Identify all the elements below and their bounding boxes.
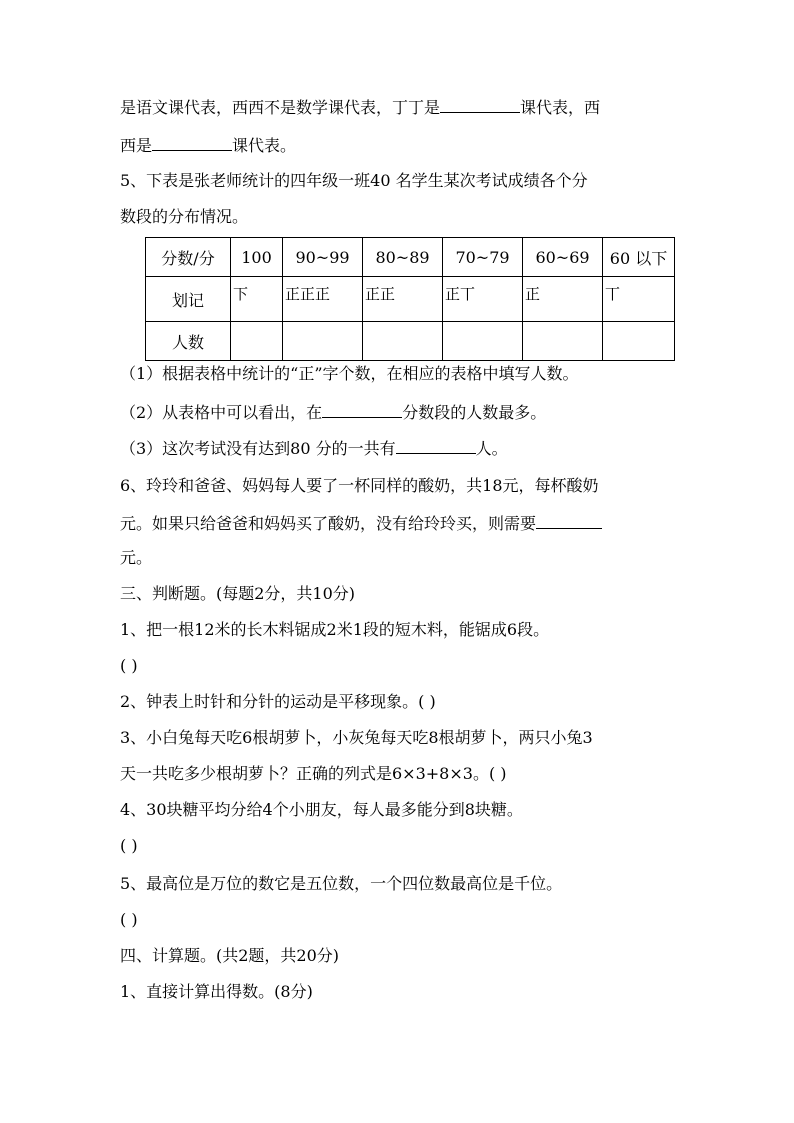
count-cell[interactable] bbox=[283, 322, 363, 361]
count-row bbox=[146, 322, 675, 361]
text-s2a: （2）从表格中可以看出，在 bbox=[120, 403, 323, 422]
answer-blank-3[interactable] bbox=[322, 401, 402, 418]
answer-blank-4[interactable] bbox=[396, 437, 476, 454]
question-5-line-1: 5、下表是张老师统计的四年级一班40 名学生某次考试成绩各个分 bbox=[120, 171, 588, 190]
tally-cell: 正 bbox=[523, 277, 603, 322]
tally-cell: 丅 bbox=[603, 277, 675, 322]
text-s3a: （3）这次考试没有达到80 分的一共有 bbox=[120, 439, 396, 458]
question-6-line-2 bbox=[120, 512, 602, 534]
section-3-heading: 三、判断题。(每题2分，共10分) bbox=[120, 584, 356, 603]
text-s2b: 分数段的人数最多。 bbox=[402, 403, 547, 422]
tally-row bbox=[146, 277, 675, 322]
header-cell: 100 bbox=[231, 238, 283, 277]
judge-1: 1、把一根12米的长木料锯成2米1段的短木料，能锯成6段。 bbox=[120, 620, 550, 639]
answer-blank-5[interactable] bbox=[536, 512, 602, 529]
text-2b: 课代表。 bbox=[232, 136, 297, 155]
tally-cell: 正正 bbox=[363, 277, 443, 322]
text-2a: 西是 bbox=[120, 136, 153, 155]
count-label: 人数 bbox=[146, 322, 231, 361]
judge-1-paren[interactable]: ( ) bbox=[120, 656, 138, 675]
judge-5-paren[interactable]: ( ) bbox=[120, 910, 138, 929]
header-cell: 60 以下 bbox=[603, 238, 675, 277]
judge-4: 4、30块糖平均分给4个小朋友，每人最多能分到8块糖。 bbox=[120, 800, 523, 819]
judge-5: 5、最高位是万位的数它是五位数，一个四位数最高位是千位。 bbox=[120, 874, 563, 893]
tally-cell: 下 bbox=[231, 277, 283, 322]
calc-1: 1、直接计算出得数。(8分) bbox=[120, 982, 313, 1001]
question-6-line-1: 6、玲玲和爸爸、妈妈每人要了一杯同样的酸奶，共18元，每杯酸奶 bbox=[120, 476, 599, 495]
answer-blank-2[interactable] bbox=[152, 134, 232, 151]
count-cell[interactable] bbox=[363, 322, 443, 361]
judge-3-line-2: 天一共吃多少根胡萝卜？正确的列式是6×3+8×3。( ) bbox=[120, 764, 507, 783]
header-cell: 60~69 bbox=[523, 238, 603, 277]
header-cell: 80~89 bbox=[363, 238, 443, 277]
count-cell[interactable] bbox=[603, 322, 675, 361]
line-2 bbox=[120, 134, 296, 156]
section-4-heading: 四、计算题。(共2题，共20分) bbox=[120, 946, 340, 965]
tally-label: 划记 bbox=[146, 277, 231, 322]
header-cell: 90~99 bbox=[283, 238, 363, 277]
question-5-line-2: 数段的分布情况。 bbox=[120, 207, 249, 226]
score-table bbox=[145, 237, 675, 361]
count-cell[interactable] bbox=[231, 322, 283, 361]
count-cell[interactable] bbox=[523, 322, 603, 361]
judge-4-paren[interactable]: ( ) bbox=[120, 836, 138, 855]
question-6-line-3: 元。 bbox=[120, 548, 153, 567]
header-cell: 分数/分 bbox=[146, 238, 231, 277]
tally-cell: 正正正 bbox=[283, 277, 363, 322]
judge-2: 2、钟表上时针和分针的运动是平移现象。( ) bbox=[120, 692, 436, 711]
text-s3b: 人。 bbox=[475, 439, 508, 458]
sub-question-2 bbox=[120, 401, 546, 423]
answer-blank-1[interactable] bbox=[440, 96, 520, 113]
text-1a: 是语文课代表，西西不是数学课代表，丁丁是 bbox=[120, 98, 441, 117]
text-q6b: 元。如果只给爸爸和妈妈买了酸奶，没有给玲玲买，则需要 bbox=[120, 514, 537, 533]
header-cell: 70~79 bbox=[443, 238, 523, 277]
count-cell[interactable] bbox=[443, 322, 523, 361]
line-1 bbox=[120, 96, 600, 118]
judge-3-line-1: 3、小白兔每天吃6根胡萝卜，小灰兔每天吃8根胡萝卜，两只小兔3 bbox=[120, 728, 593, 747]
text-1b: 课代表，西 bbox=[520, 98, 601, 117]
sub-question-3 bbox=[120, 437, 508, 459]
tally-cell: 正丅 bbox=[443, 277, 523, 322]
sub-question-1: （1）根据表格中统计的“正”字个数，在相应的表格中填写人数。 bbox=[120, 364, 579, 383]
table-header-row bbox=[146, 238, 675, 277]
